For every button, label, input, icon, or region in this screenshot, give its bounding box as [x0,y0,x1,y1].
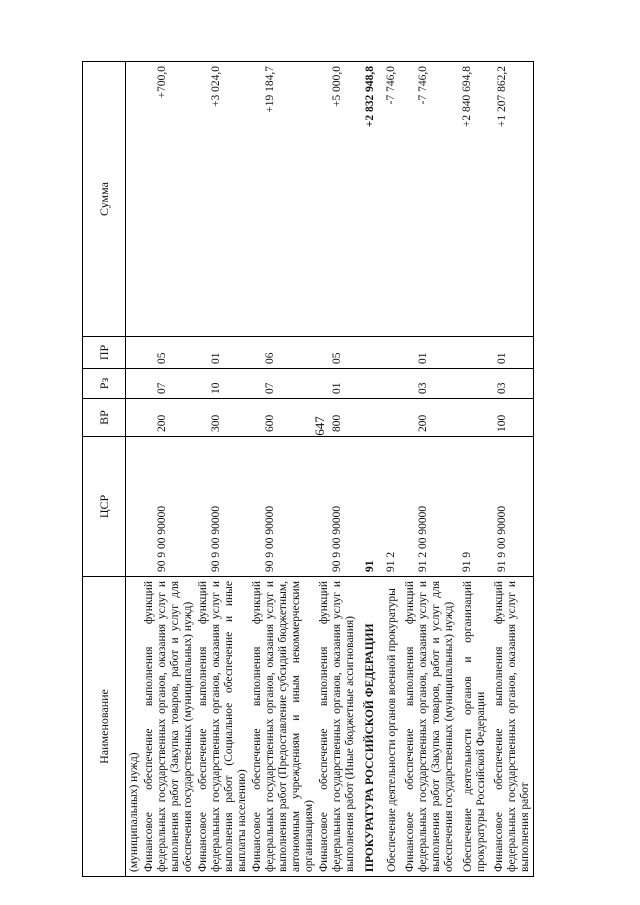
row-name: ПРОКУРАТУРА РОССИЙСКОЙ ФЕДЕРАЦИИ [358,577,381,877]
row-pr: 01 [196,337,250,369]
row-rz [358,369,381,399]
row-pr [358,337,381,369]
row-name: Финансовое обеспечение выполнения функций федеральных государственных органов, оказания услуг и выполнения работ (Закупка товаров, работ и услуг для обеспечения государственных (муниципальных) нужд) [403,577,457,877]
column-header-name: Наименование [83,577,126,877]
row-vr: 200 [403,399,457,437]
row-vr: 800 [317,399,358,437]
table-header-row [83,62,126,877]
column-header-csr: ЦСР [83,437,126,577]
table-row-section-header [358,62,381,877]
row-vr: 300 [196,399,250,437]
row-csr [126,437,143,577]
row-sum: +19 184,7 [250,62,317,337]
row-rz [457,369,492,399]
column-header-pr: ПР [83,337,126,369]
table-row [142,62,196,877]
row-vr: 600 [250,399,317,437]
row-rz [381,369,403,399]
row-rz: 01 [317,369,358,399]
row-csr: 90 9 00 90000 [250,437,317,577]
row-name: (муниципальных) нужд) [126,577,143,877]
row-csr: 90 9 00 90000 [317,437,358,577]
row-rz: 07 [142,369,196,399]
row-pr [457,337,492,369]
row-name: Обеспечение деятельности органов и организаций прокуратуры Российской Федерации [457,577,492,877]
row-csr: 91 2 [381,437,403,577]
row-pr: 01 [403,337,457,369]
row-csr: 91 9 00 90000 [492,437,534,577]
row-pr: 05 [142,337,196,369]
table-row [492,62,534,877]
column-header-sum: Сумма [83,62,126,337]
row-sum: +2 832 948,8 [358,62,381,337]
row-name: Финансовое обеспечение выполнения функций федеральных государственных органов, оказания услуг и выполнения работ (Социальное обеспечение и иные выплаты населению) [196,577,250,877]
row-sum: +1 207 862,2 [492,62,534,337]
row-pr: 06 [250,337,317,369]
row-vr [358,399,381,437]
row-vr [126,399,143,437]
row-sum: +5 000,0 [317,62,358,337]
table-row [317,62,358,877]
row-name: Финансовое обеспечение выполнения функций федеральных государственных органов, оказания услуг и выполнения работ (Предоставление субсидий бюджетным, автономным учреждениям и иным некоммерческим организациям) [250,577,317,877]
row-rz: 03 [403,369,457,399]
table-row [126,62,143,877]
row-sum: +3 024,0 [196,62,250,337]
row-sum [126,62,143,337]
row-name: Финансовое обеспечение выполнения функций федеральных государственных органов, оказания услуг и выполнения работ (Иные бюджетные ассигнования) [317,577,358,877]
row-sum: +700,0 [142,62,196,337]
row-name: Финансовое обеспечение выполнения функций федеральных государственных органов, оказания услуг и выполнения работ (Закупка товаров, работ и услуг для обеспечения государственных (муниципальных) нужд) [142,577,196,877]
row-name: Обеспечение деятельности органов военной прокуратуры [381,577,403,877]
row-pr [126,337,143,369]
table-row [403,62,457,877]
row-pr: 05 [317,337,358,369]
row-vr [381,399,403,437]
row-sum: -7 746,0 [403,62,457,337]
column-header-rz: Рз [83,369,126,399]
row-sum: -7 746,0 [381,62,403,337]
row-csr: 90 9 00 90000 [142,437,196,577]
row-vr [457,399,492,437]
row-csr: 91 2 00 90000 [403,437,457,577]
row-vr: 200 [142,399,196,437]
row-vr: 100 [492,399,534,437]
row-csr: 91 [358,437,381,577]
page-number: 647 [312,416,327,436]
row-csr: 91 9 [457,437,492,577]
row-rz: 07 [250,369,317,399]
row-pr [381,337,403,369]
budget-table-container [82,62,616,877]
row-rz: 03 [492,369,534,399]
column-header-vr: ВР [83,399,126,437]
table-row [250,62,317,877]
table-row [196,62,250,877]
row-name: Финансовое обеспечение выполнения функций федеральных государственных органов, оказания услуг и выполнения работ [492,577,534,877]
row-pr: 01 [492,337,534,369]
budget-table [82,61,534,877]
row-rz: 10 [196,369,250,399]
table-row [381,62,403,877]
row-csr: 90 9 00 90000 [196,437,250,577]
row-rz [126,369,143,399]
row-sum: +2 840 694,8 [457,62,492,337]
table-row [457,62,492,877]
